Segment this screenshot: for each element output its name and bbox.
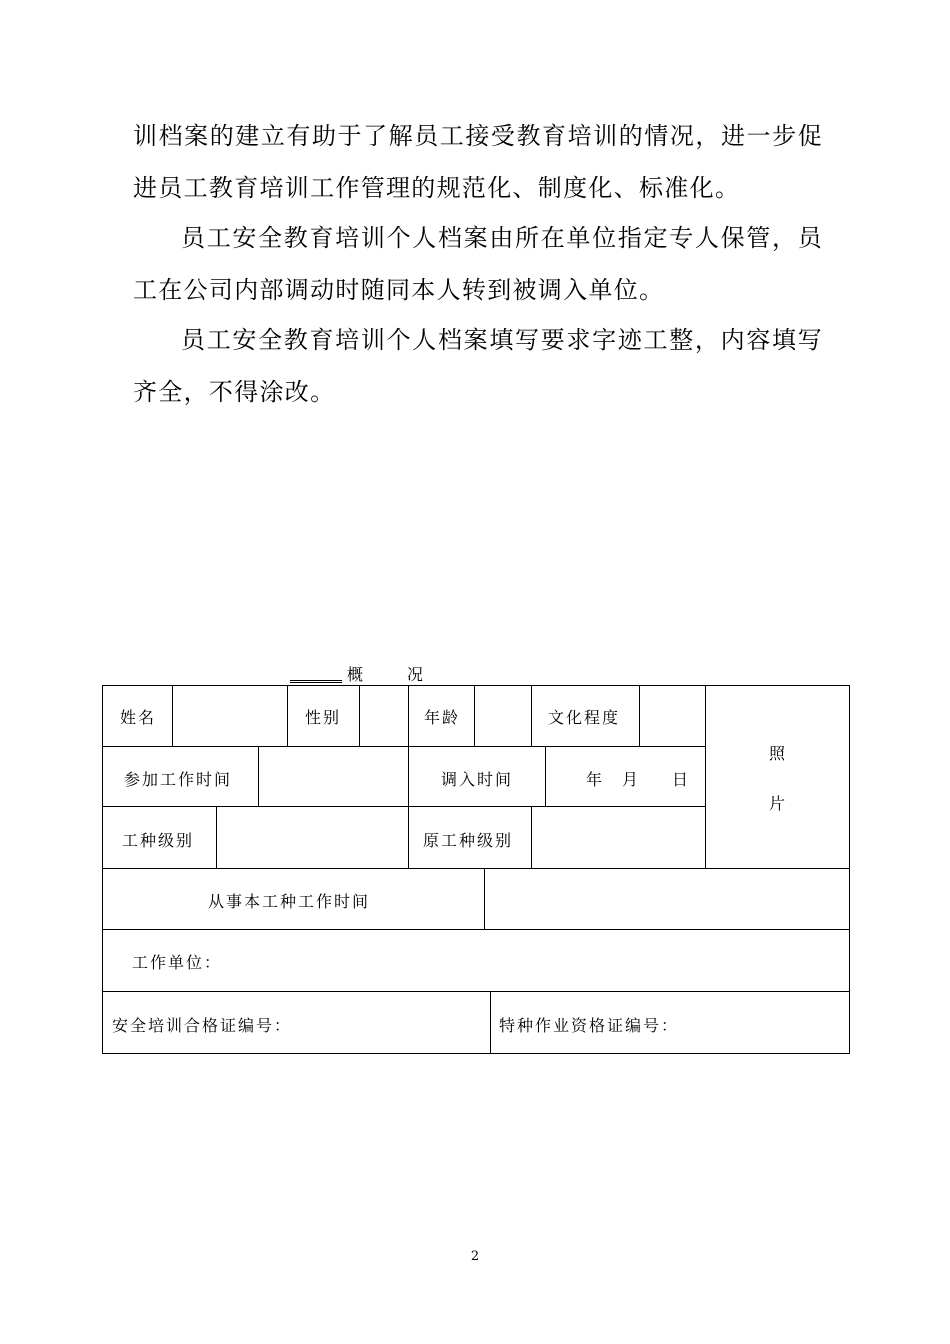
name-field[interactable] <box>173 686 286 746</box>
safety-cert-label: 安全培训合格证编号： <box>112 1016 293 1035</box>
paragraph-3: 员工安全教育培训个人档案填写要求字迹工整，内容填写齐全，不得涂改。 <box>133 326 823 406</box>
date-year: 年 <box>586 770 605 789</box>
orig-job-grade-field[interactable] <box>532 807 704 867</box>
education-label: 文化程度 <box>548 708 621 727</box>
gender-field[interactable] <box>360 686 407 746</box>
transfer-label: 调入时间 <box>441 770 514 789</box>
job-duration-field[interactable] <box>485 869 848 928</box>
paragraph-2: 员工安全教育培训个人档案由所在单位指定专人保管，员工在公司内部调动时随同本人转到被调入单位。 <box>133 224 823 304</box>
join-work-field[interactable] <box>259 747 407 805</box>
date-day: 日 <box>672 770 691 789</box>
job-grade-field[interactable] <box>217 807 407 867</box>
photo-label-bottom: 片 <box>769 794 788 813</box>
special-cert-label: 特种作业资格证编号： <box>499 1016 680 1035</box>
age-field[interactable] <box>475 686 530 746</box>
job-grade-label: 工种级别 <box>122 831 195 850</box>
title-underline <box>290 680 342 683</box>
education-field[interactable] <box>640 686 704 746</box>
section-title: 概况 <box>347 665 468 684</box>
date-month: 月 <box>622 770 641 789</box>
photo-label-top: 照 <box>769 744 788 763</box>
gender-label: 性别 <box>305 708 342 727</box>
age-label: 年龄 <box>424 708 461 727</box>
name-label: 姓名 <box>120 708 157 727</box>
page-number: 2 <box>470 1249 480 1264</box>
paragraph-1: 训档案的建立有助于了解员工接受教育培训的情况，进一步促进员工教育培训工作管理的规范化、制度化、标准化。 <box>133 122 823 202</box>
orig-job-grade-label: 原工种级别 <box>423 831 514 850</box>
work-unit-label: 工作单位： <box>132 953 223 972</box>
join-work-label: 参加工作时间 <box>124 770 233 789</box>
job-duration-label: 从事本工种工作时间 <box>208 892 371 911</box>
